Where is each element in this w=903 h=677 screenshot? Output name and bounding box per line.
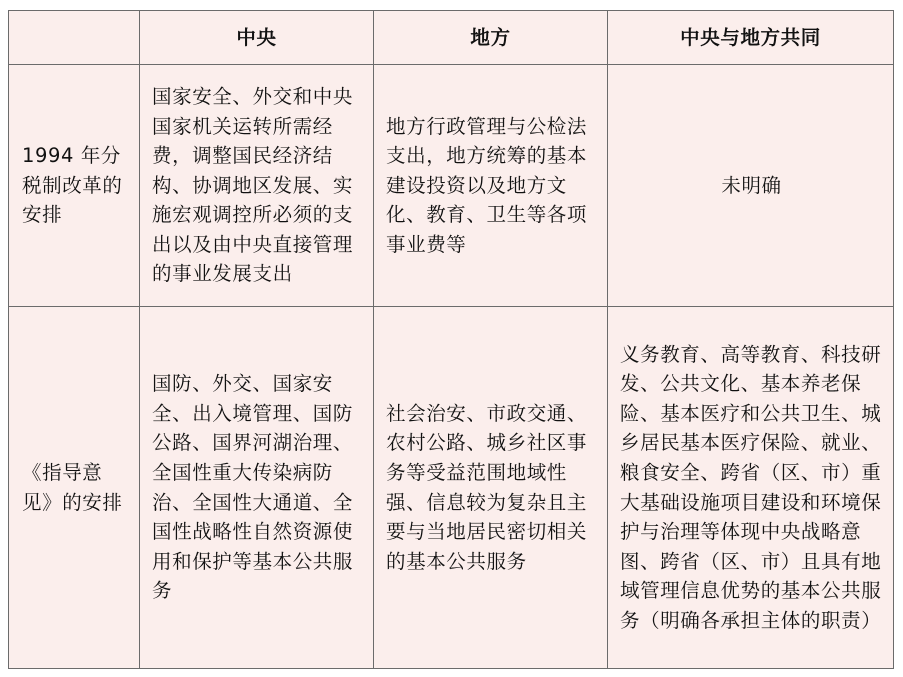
cell-guide-shared: 义务教育、高等教育、科技研发、公共文化、基本养老保险、基本医疗和公共卫生、城乡居民基本医疗保险、就业、粮食安全、跨省（区、市）重大基础设施项目建设和环境保护与治理等体现中央战略意图、跨省（区、市）且具有地域管理信息优势的基本公共服务（明确各承担主体的职责） bbox=[608, 307, 894, 669]
header-local: 地方 bbox=[374, 11, 608, 65]
cell-guide-local: 社会治安、市政交通、农村公路、城乡社区事务等受益范围地域性强、信息较为复杂且主要与当地居民密切相关的基本公共服务 bbox=[374, 307, 608, 669]
cell-1994-central: 国家安全、外交和中央国家机关运转所需经费，调整国民经济结构、协调地区发展、实施宏观调控所必须的支出以及由中央直接管理的事业发展支出 bbox=[140, 65, 374, 307]
fiscal-responsibility-table bbox=[8, 10, 894, 669]
header-row bbox=[9, 11, 894, 65]
row-label-guiding-opinion: 《指导意见》的安排 bbox=[9, 307, 140, 669]
header-corner-cell bbox=[9, 11, 140, 65]
cell-1994-local: 地方行政管理与公检法支出，地方统筹的基本建设投资以及地方文化、教育、卫生等各项事业费等 bbox=[374, 65, 608, 307]
header-shared: 中央与地方共同 bbox=[608, 11, 894, 65]
row-label-1994-reform: 1994 年分税制改革的安排 bbox=[9, 65, 140, 307]
table-row bbox=[9, 307, 894, 669]
cell-1994-shared: 未明确 bbox=[608, 65, 894, 307]
table-row bbox=[9, 65, 894, 307]
header-central: 中央 bbox=[140, 11, 374, 65]
cell-guide-central: 国防、外交、国家安全、出入境管理、国防公路、国界河湖治理、全国性重大传染病防治、全国性大通道、全国性战略性自然资源使用和保护等基本公共服务 bbox=[140, 307, 374, 669]
